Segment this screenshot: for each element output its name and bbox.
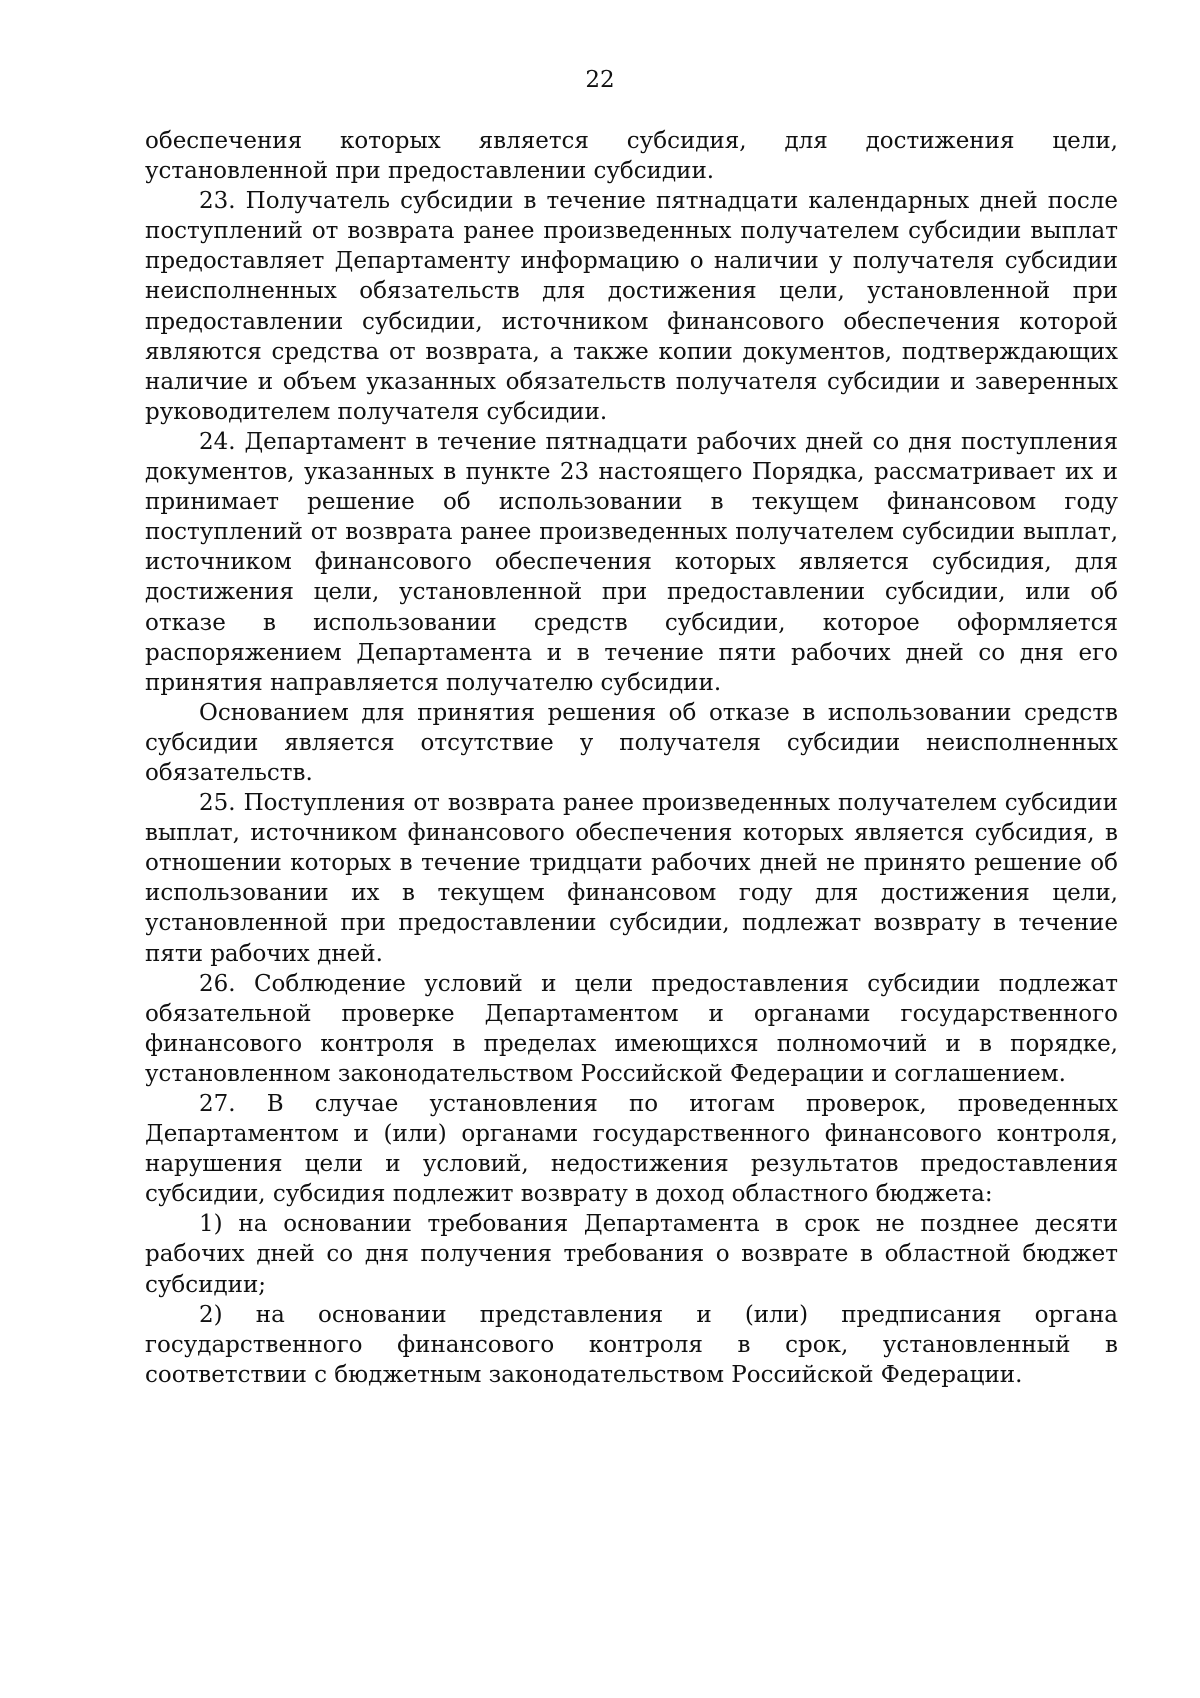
paragraph-item-27: 27. В случае установления по итогам проверок, проведенных Департаментом и (или) органами государственного финансового контроля, нарушения цели и условий, недостижения результатов предоставления субсидии, субсидия подлежит возврату в доход областного бюджета:: [145, 1091, 1118, 1208]
paragraph-subitem-2: 2) на основании представления и (или) предписания органа государственного финансового контроля в срок, установленный в соответствии с бюджетным законодательством Российской Федерации.: [145, 1301, 1118, 1388]
paragraph-item-24: 24. Департамент в течение пятнадцати рабочих дней со дня поступления документов, указанных в пункте 23 настоящего Порядка, рассматривает их и принимает решение об использовании в текущем финансовом году поступлений от возврата ранее произведенных получателем субсидии выплат, источником финансового обеспечения которых является субсидия, для достижения цели, установленной при предоставлении субсидии, или об отказе в использовании средств субсидии, которое оформляется распоряжением Департамента и в течение пяти рабочих дней со дня его принятия направляется получателю субсидии.: [145, 428, 1118, 696]
paragraph-item-25: 25. Поступления от возврата ранее произведенных получателем субсидии выплат, источником финансового обеспечения которых является субсидия, в отношении которых в течение тридцати рабочих дней не принято решение об использовании их в текущем финансовом году для достижения цели, установленной при предоставлении субсидии, подлежат возврату в течение пяти рабочих дней.: [145, 790, 1118, 967]
paragraph-continuation: обеспечения которых является субсидия, для достижения цели, установленной при предоставлении субсидии.: [145, 128, 1118, 185]
page-number: 22: [585, 67, 615, 93]
paragraph-item-26: 26. Соблюдение условий и цели предоставления субсидии подлежат обязательной проверке Департаментом и органами государственного финансового контроля в пределах имеющихся полномочий и в порядке, установленном законодательством Российской Федерации и соглашением.: [145, 970, 1118, 1087]
paragraph-item-23: 23. Получатель субсидии в течение пятнадцати календарных дней после поступлений от возврата ранее произведенных получателем субсидии выплат предоставляет Департаменту информацию о наличии у получателя субсидии неисполненных обязательств для достижения цели, установленной при предоставлении субсидии, источником финансового обеспечения которой являются средства от возврата, а также копии документов, подтверждающих наличие и объем указанных обязательств получателя субсидии и заверенных руководителем получателя субсидии.: [145, 188, 1118, 425]
paragraph-refusal-basis: Основанием для принятия решения об отказе в использовании средств субсидии является отсутствие у получателя субсидии неисполненных обязательств.: [145, 699, 1118, 786]
document-body: [145, 126, 1118, 1390]
paragraph-subitem-1: 1) на основании требования Департамента в срок не позднее десяти рабочих дней со дня получения требования о возврате в областной бюджет субсидии;: [145, 1211, 1118, 1298]
